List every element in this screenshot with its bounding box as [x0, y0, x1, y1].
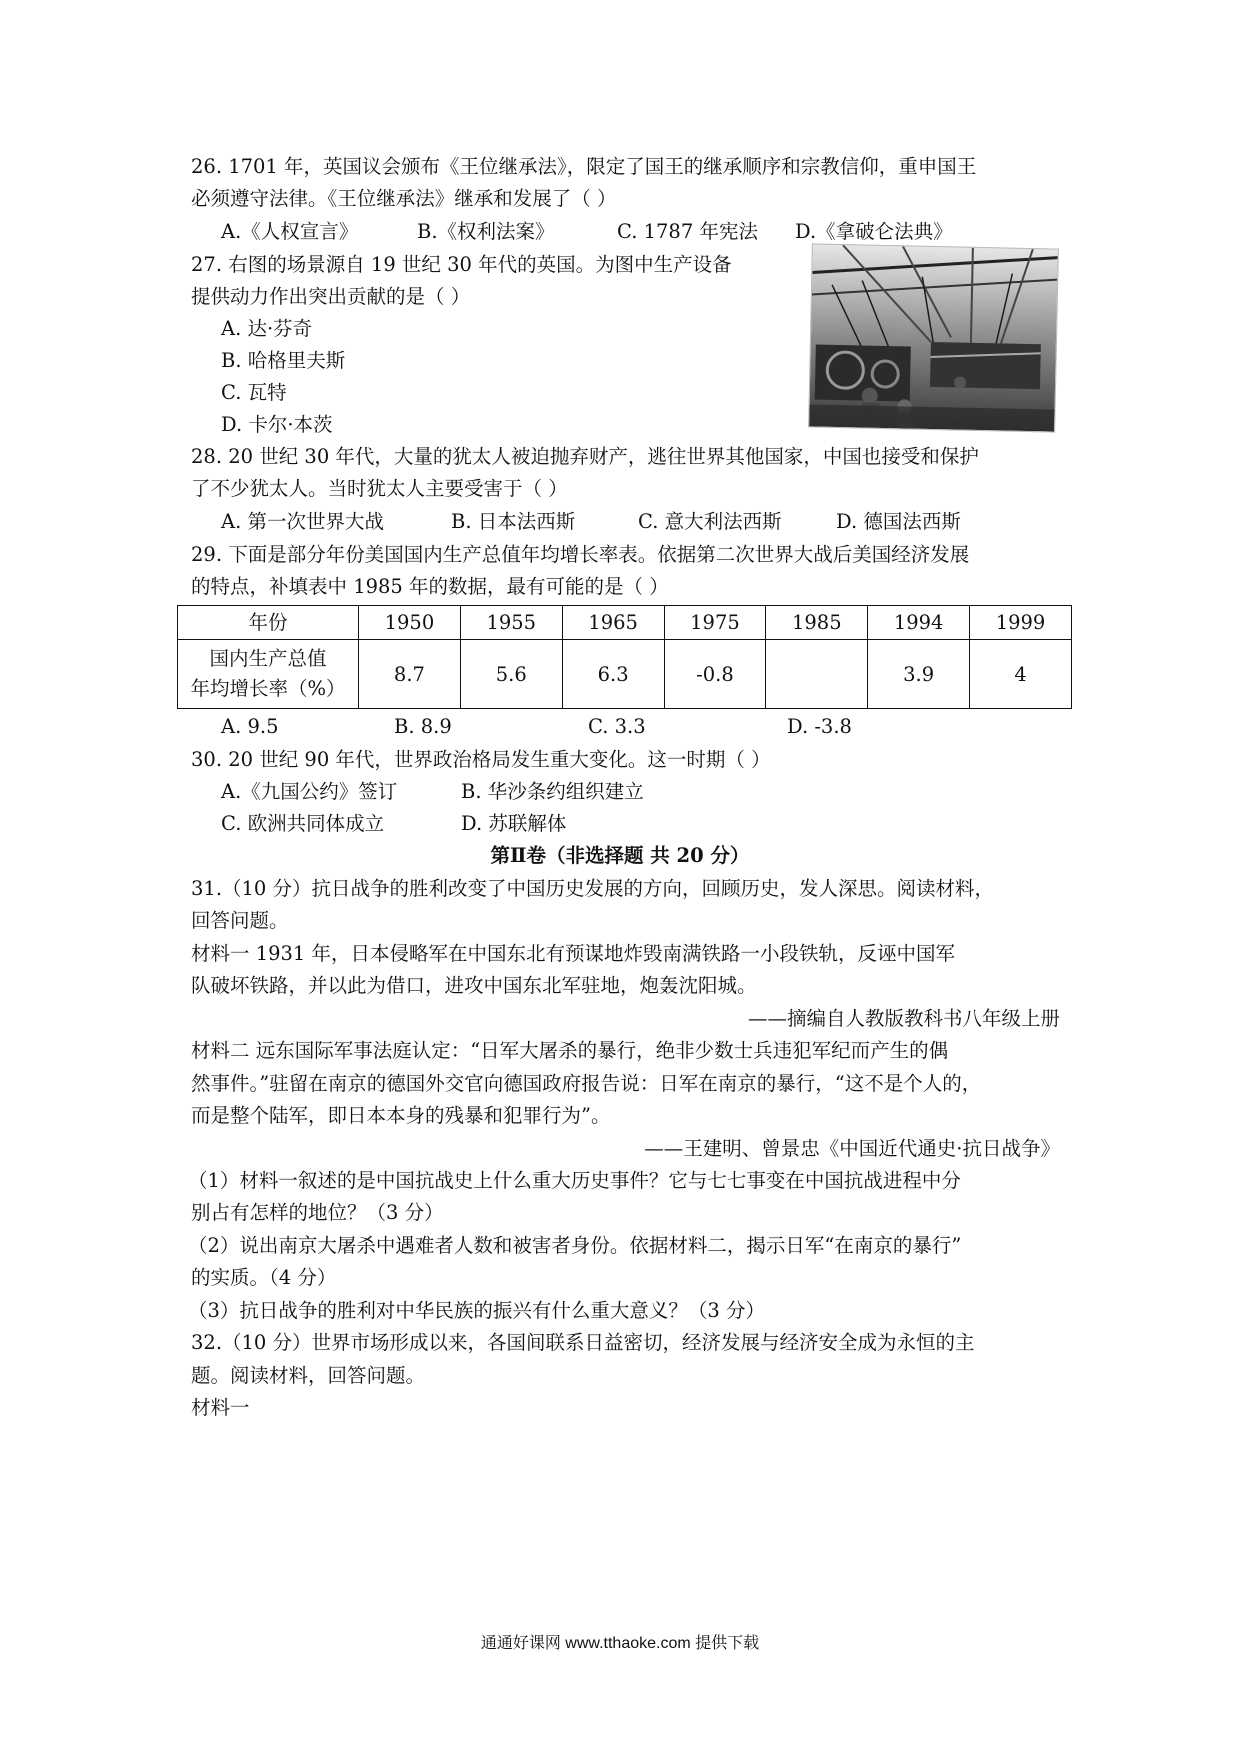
q32-stem-line2: 题。阅读材料，回答问题。 — [191, 1364, 426, 1387]
table-cell-year: 1985 — [766, 606, 868, 640]
q26-option-b: B.《权利法案》 — [417, 220, 555, 243]
q27-option-b: B. 哈格里夫斯 — [221, 349, 346, 372]
q31-sub2-line2: 的实质。（4 分） — [191, 1266, 337, 1289]
q27-option-d: D. 卡尔·本茨 — [221, 413, 333, 436]
table-header-growth-line1: 国内生产总值 — [209, 647, 327, 670]
q30-stem-line1: 30. 20 世纪 90 年代，世界政治格局发生重大变化。这一时期（ ） — [191, 748, 771, 771]
q28-stem-line1: 28. 20 世纪 30 年代，大量的犹太人被迫抛弃财产，逃往世界其他国家，中国也接受和保护 — [191, 445, 979, 468]
q30-option-b: B. 华沙条约组织建立 — [461, 780, 644, 803]
section-2-title: 第Ⅱ卷（非选择题 共 20 分） — [490, 844, 750, 867]
q29-option-a: A. 9.5 — [221, 715, 279, 738]
q29-stem-line2: 的特点，补填表中 1985 年的数据，最有可能的是（ ） — [191, 575, 669, 598]
q30-option-d: D. 苏联解体 — [461, 812, 567, 835]
q31-sub1-line1: （1）材料一叙述的是中国抗战史上什么重大历史事件？它与七七事变在中国抗战进程中分 — [188, 1169, 961, 1192]
table-cell-value-blank — [766, 640, 868, 709]
q28-options — [221, 506, 961, 538]
q31-material2-line1: 材料二 远东国际军事法庭认定：“日军大屠杀的暴行，绝非少数士兵违犯军纪而产生的偶 — [191, 1039, 949, 1062]
q30-option-c: C. 欧洲共同体成立 — [221, 812, 385, 835]
q27-option-a: A. 达·芬奇 — [221, 317, 313, 340]
q31-material1-source: ——摘编自人教版教科书八年级上册 — [747, 1007, 1060, 1030]
q27-stem-line2: 提供动力作出突出贡献的是（ ） — [191, 285, 471, 308]
q26-option-a: A.《人权宣言》 — [221, 220, 359, 243]
q31-material2-line2: 然事件。”驻留在南京的德国外交官向德国政府报告说：日军在南京的暴行，“这不是个人的， — [191, 1072, 982, 1095]
table-cell-value: 6.3 — [562, 640, 664, 709]
q29-option-d: D. -3.8 — [787, 715, 852, 738]
q28-option-a: A. 第一次世界大战 — [221, 510, 384, 533]
table-cell-value: 4 — [970, 640, 1072, 709]
q26-stem-line2: 必须遵守法律。《王位继承法》继承和发展了（ ） — [191, 187, 617, 210]
table-header-growth — [178, 640, 359, 709]
factory-illustration-drawing — [809, 244, 1058, 431]
q26-stem-line1: 26. 1701 年，英国议会颁布《王位继承法》，限定了国王的继承顺序和宗教信仰，重申国王 — [191, 155, 977, 178]
q31-stem-line2: 回答问题。 — [191, 909, 289, 932]
q31-sub1-line2: 别占有怎样的地位？（3 分） — [191, 1201, 444, 1224]
q28-option-d: D. 德国法西斯 — [836, 510, 961, 533]
q28-option-c: C. 意大利法西斯 — [638, 510, 782, 533]
q26-option-d: D.《拿破仑法典》 — [795, 220, 953, 243]
table-header-growth-line2: 年均增长率（%） — [190, 677, 346, 700]
table-cell-value: 3.9 — [868, 640, 970, 709]
table-cell-year: 1999 — [970, 606, 1072, 640]
q31-sub3-line1: （3）抗日战争的胜利对中华民族的振兴有什么重大意义？（3 分） — [188, 1299, 766, 1322]
gdp-growth-table — [177, 605, 1072, 709]
q31-sub2-line1: （2）说出南京大屠杀中遇难者人数和被害者身份。依据材料二，揭示日军“在南京的暴行” — [188, 1234, 962, 1257]
q30-options-row2 — [221, 808, 566, 840]
table-header-year: 年份 — [178, 606, 359, 640]
table-cell-year: 1950 — [359, 606, 461, 640]
table-cell-year: 1955 — [460, 606, 562, 640]
q30-options-row1 — [221, 776, 644, 808]
q31-material2-line3: 而是整个陆军，即日本本身的残暴和犯罪行为”。 — [191, 1104, 611, 1127]
table-cell-value: -0.8 — [664, 640, 766, 709]
q27-option-c: C. 瓦特 — [221, 381, 287, 404]
factory-illustration — [808, 243, 1059, 432]
page-footer: 通通好课网 www.tthaoke.com 提供下载 — [480, 1635, 760, 1652]
table-cell-year: 1994 — [868, 606, 970, 640]
q26-option-c: C. 1787 年宪法 — [617, 220, 758, 243]
table-cell-value: 8.7 — [359, 640, 461, 709]
table-cell-year: 1965 — [562, 606, 664, 640]
q31-material1-line2: 队破坏铁路，并以此为借口，进攻中国东北军驻地，炮轰沈阳城。 — [191, 974, 757, 997]
q30-option-a: A.《九国公约》签订 — [221, 780, 398, 803]
q32-stem-line1: 32.（10 分）世界市场形成以来，各国间联系日益密切，经济发展与经济安全成为永恒的主 — [191, 1331, 975, 1354]
q29-option-c: C. 3.3 — [588, 715, 646, 738]
q29-options — [221, 711, 852, 743]
q28-option-b: B. 日本法西斯 — [451, 510, 576, 533]
table-cell-value: 5.6 — [460, 640, 562, 709]
q29-option-b: B. 8.9 — [394, 715, 452, 738]
q29-stem-line1: 29. 下面是部分年份美国国内生产总值年均增长率表。依据第二次世界大战后美国经济发展 — [191, 543, 970, 566]
q28-stem-line2: 了不少犹太人。当时犹太人主要受害于（ ） — [191, 477, 568, 500]
table-cell-year: 1975 — [664, 606, 766, 640]
table-row-years — [178, 606, 1072, 640]
q27-stem-line1: 27. 右图的场景源自 19 世纪 30 年代的英国。为图中生产设备 — [191, 253, 732, 276]
q31-stem-line1: 31.（10 分）抗日战争的胜利改变了中国历史发展的方向，回顾历史，发人深思。阅读材料， — [191, 877, 995, 900]
table-row-growth — [178, 640, 1072, 709]
q31-material1-line1: 材料一 1931 年，日本侵略军在中国东北有预谋地炸毁南满铁路一小段铁轨，反诬中国军 — [191, 942, 956, 965]
q31-material2-source: ——王建明、曾景忠《中国近代通史·抗日战争》 — [644, 1137, 1060, 1160]
q32-material1-label: 材料一 — [191, 1396, 250, 1419]
